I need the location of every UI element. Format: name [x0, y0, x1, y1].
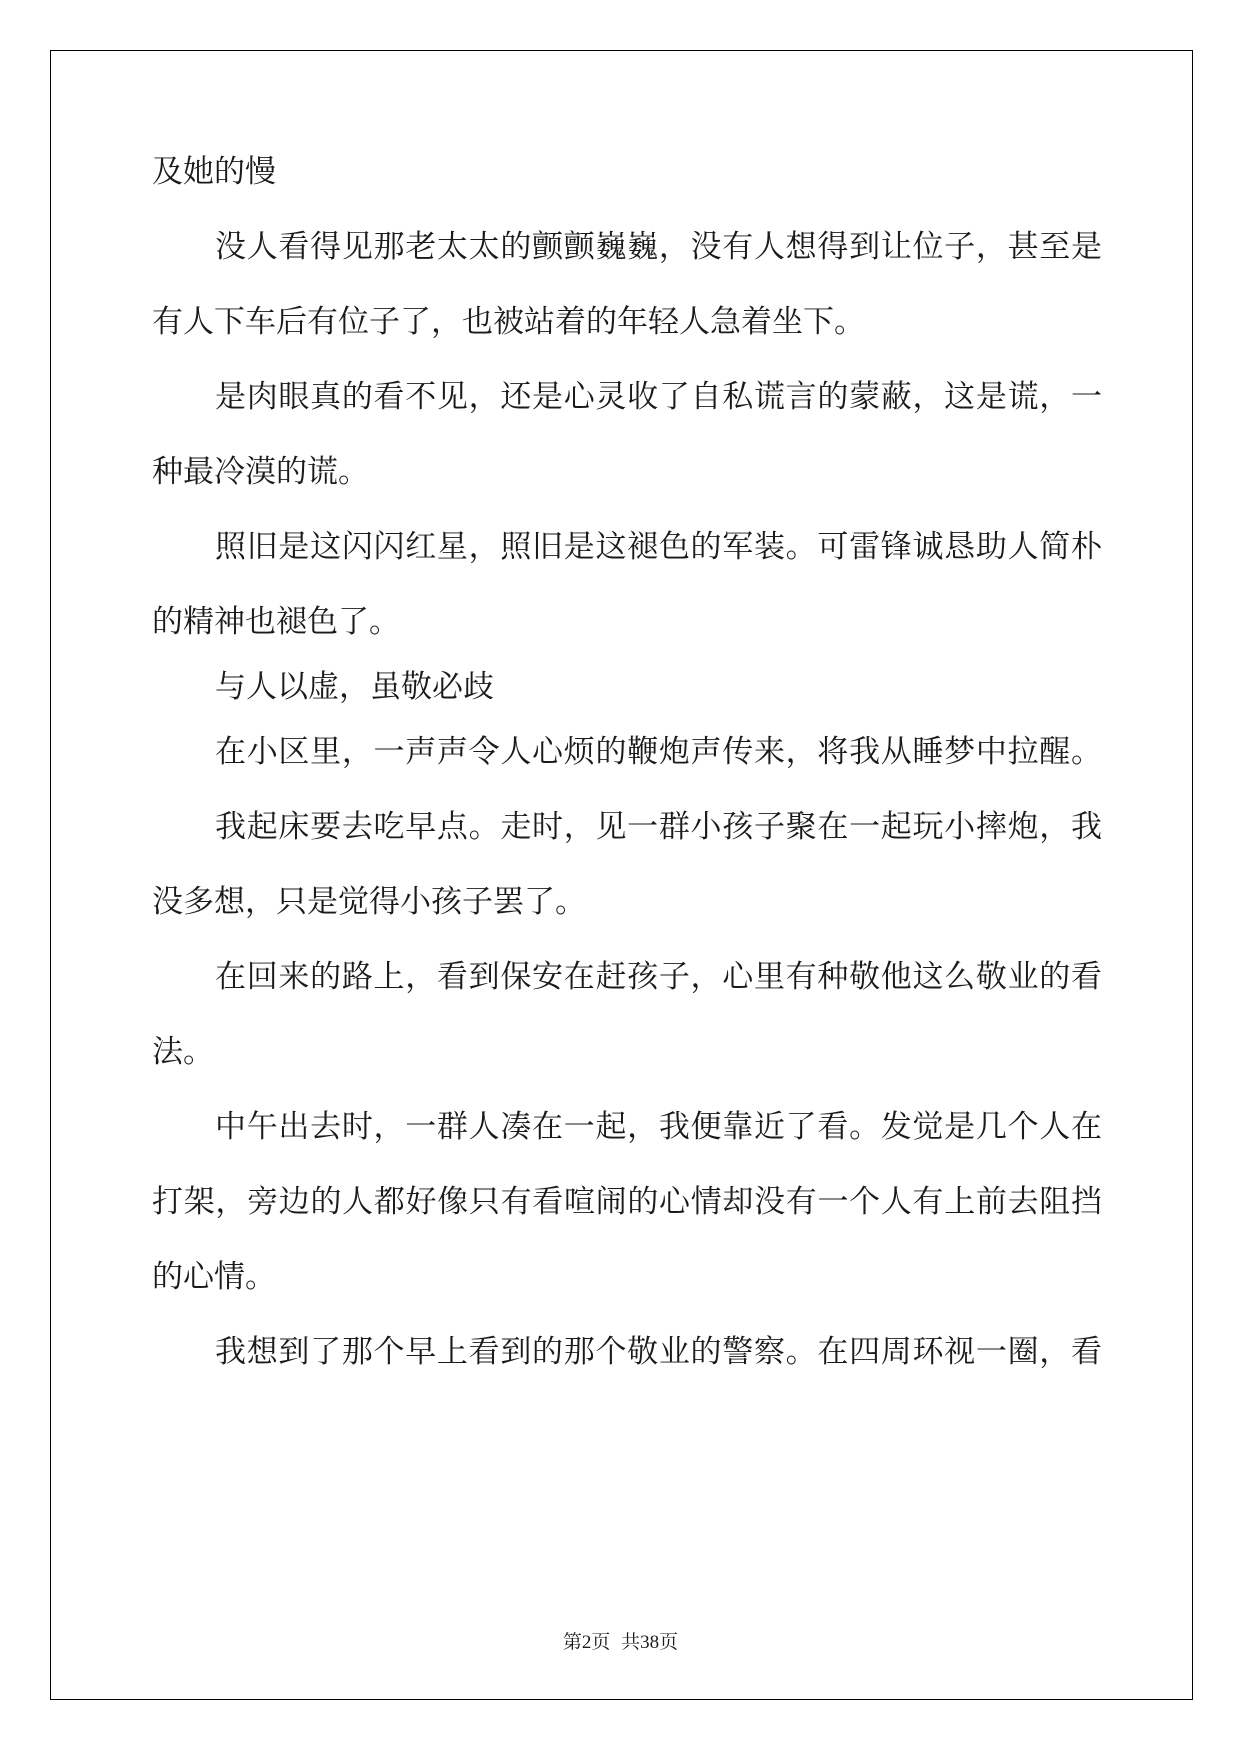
text-line: 及她的慢 — [152, 154, 276, 190]
text-line: 我想到了那个早上看到的那个敬业的警察。在四周环视一圈，看 — [215, 1334, 1102, 1370]
text-line: 在小区里，一声声令人心烦的鞭炮声传来，将我从睡梦中拉醒。 — [215, 734, 1102, 770]
page-number: 第2页 — [562, 1632, 611, 1653]
text-line: 没多想，只是觉得小孩子罢了。 — [152, 884, 586, 920]
text-line: 有人下车后有位子了，也被站着的年轻人急着坐下。 — [152, 304, 865, 340]
page-total: 共38页 — [621, 1632, 679, 1653]
text-line: 我起床要去吃早点。走时，见一群小孩子聚在一起玩小摔炮，我 — [215, 809, 1102, 845]
text-line: 种最冷漠的谎。 — [152, 454, 369, 490]
text-line: 在回来的路上，看到保安在赶孩子，心里有种敬他这么敬业的看 — [215, 959, 1102, 995]
text-line: 的精神也褪色了。 — [152, 604, 400, 640]
text-line: 的心情。 — [152, 1259, 276, 1295]
text-line: 中午出去时，一群人凑在一起，我便靠近了看。发觉是几个人在 — [215, 1109, 1102, 1145]
text-line: 照旧是这闪闪红星，照旧是这褪色的军装。可雷锋诚恳助人简朴 — [215, 529, 1102, 565]
text-line: 法。 — [152, 1034, 214, 1070]
text-line: 打架，旁边的人都好像只有看喧闹的心情却没有一个人有上前去阻挡 — [152, 1184, 1102, 1220]
text-line: 是肉眼真的看不见，还是心灵收了自私谎言的蒙蔽，这是谎，一 — [215, 379, 1102, 415]
text-line: 没人看得见那老太太的颤颤巍巍，没有人想得到让位子，甚至是 — [215, 229, 1102, 265]
section-heading: 与人以虚，虽敬必歧 — [215, 669, 494, 705]
page-footer — [0, 1627, 1241, 1654]
